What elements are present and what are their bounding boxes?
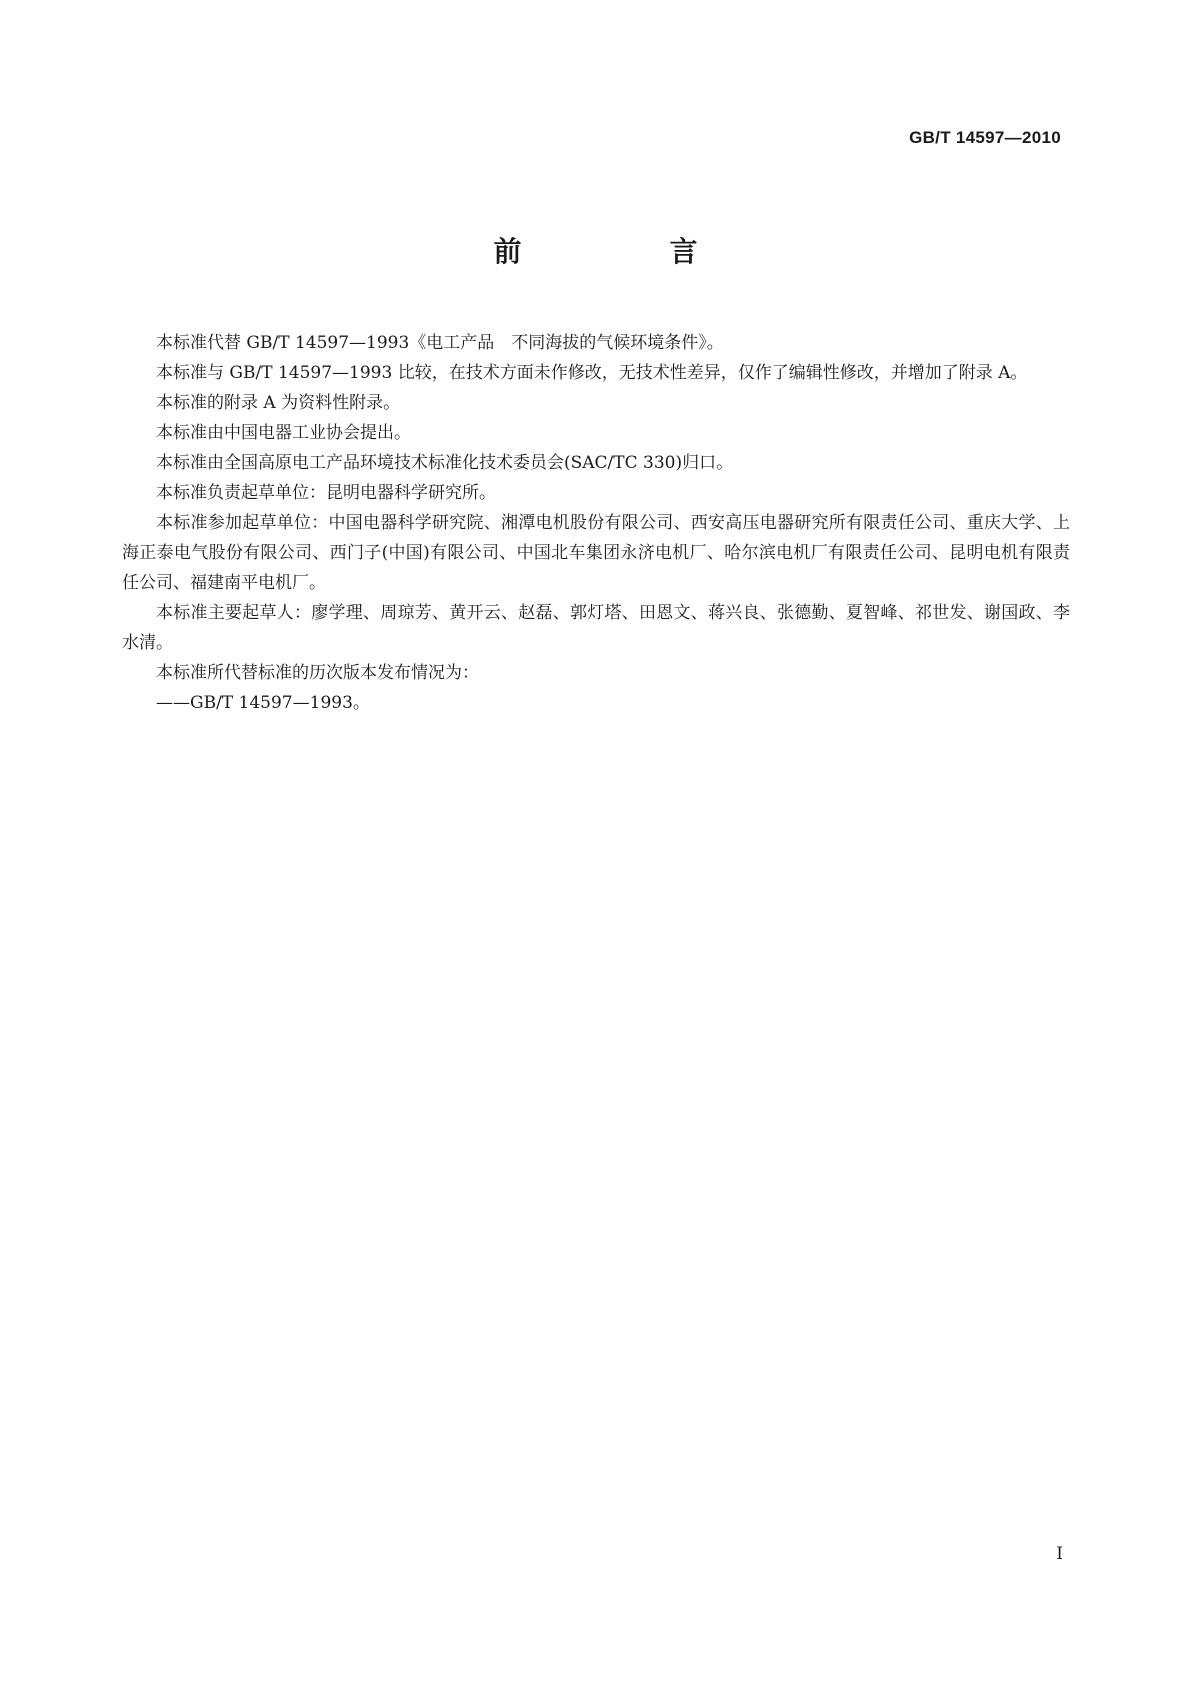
page-title: 前 言 [493, 235, 758, 268]
paragraph-drafting-unit: 本标准负责起草单位：昆明电器科学研究所。 [156, 483, 496, 503]
foreword-body [122, 328, 1070, 718]
page-number: I [1056, 1544, 1063, 1564]
paragraph-replaces: 本标准代替 GB/T 14597—1993《电工产品 不同海拔的气候环境条件》。 [156, 333, 724, 353]
paragraph-comparison: 本标准与 GB/T 14597—1993 比较，在技术方面未作修改，无技术性差异，仅作了编辑性修改，并增加了附录 A。 [156, 363, 1028, 383]
list-item-previous-edition: ——GB/T 14597—1993。 [156, 693, 370, 713]
paragraph-committee: 本标准由全国高原电工产品环境技术标准化技术委员会(SAC/TC 330)归口。 [156, 453, 734, 473]
paragraph-annex: 本标准的附录 A 为资料性附录。 [156, 393, 401, 413]
paragraph-drafters: 本标准主要起草人：廖学理、周琼芳、黄开云、赵磊、郭灯塔、田恩文、蒋兴良、张德勤、夏智峰、祁世发、谢国政、李水清。 [122, 603, 1070, 653]
standard-number: GB/T 14597—2010 [909, 128, 1061, 147]
paragraph-previous-editions: 本标准所代替标准的历次版本发布情况为： [156, 663, 479, 683]
paragraph-participating-units: 本标准参加起草单位：中国电器科学研究院、湘潭电机股份有限公司、西安高压电器研究所有限责任公司、重庆大学、上海正泰电气股份有限公司、西门子(中国)有限公司、中国北车集团永济电机厂、哈尔滨电机厂有限责任公司、昆明电机有限责任公司、福建南平电机厂。 [122, 513, 1070, 593]
paragraph-proposed-by: 本标准由中国电器工业协会提出。 [156, 423, 411, 443]
